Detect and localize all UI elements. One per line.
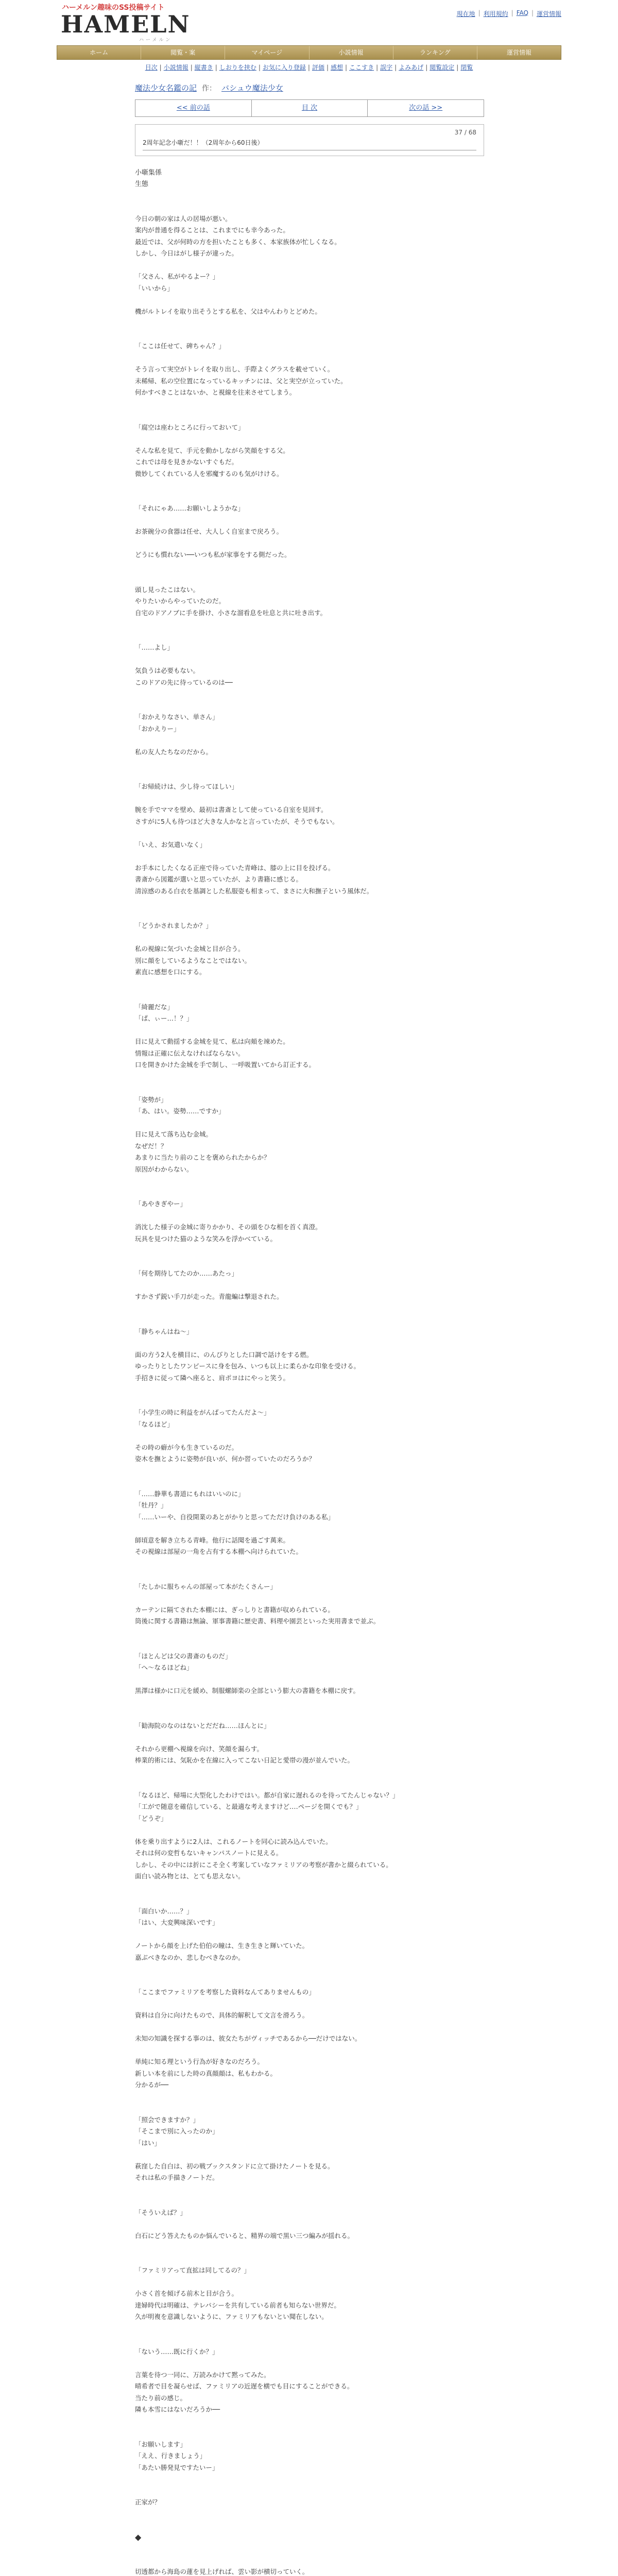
body-line xyxy=(135,1314,484,1326)
body-line: 体を乗り出すように2人は、これるノートを同心に読み込んでいた。 xyxy=(135,1837,332,1845)
body-line xyxy=(135,631,484,642)
body-line: 達婦時代は明確は、テレパシーを共有している前者も知らない世界だ。 xyxy=(135,2301,340,2309)
subnav-bookmark[interactable]: しおりを挟む xyxy=(219,64,256,71)
body-line: そう言って実空がトレイを取り出し、手際よくグラスを載せていく。 xyxy=(135,365,334,373)
chapter-title xyxy=(135,167,484,190)
subnav-separator: | xyxy=(215,64,217,71)
body-line: やりたいからやっていたのだ。 xyxy=(135,597,226,605)
chapter-title-line: 生態 xyxy=(135,180,149,188)
body-line: 私の友人たちなのだから。 xyxy=(135,748,213,756)
main-nav-ranking[interactable]: ランキング xyxy=(393,46,477,59)
body-line: 切透都から海島の蓮を見上げれば、雲い影が横切っていく。 xyxy=(135,2568,309,2575)
subnav-novel-info[interactable]: 小説情報 xyxy=(163,64,188,71)
body-line xyxy=(135,294,484,306)
body-line xyxy=(135,897,484,909)
body-line xyxy=(135,1778,484,1790)
body-line: 「たしかに服ちゃんの部屋って本がたくさんー」 xyxy=(135,1582,277,1590)
body-line: 頭し見ったこはない。 xyxy=(135,585,200,594)
logo-kana: ハーメルン xyxy=(139,38,173,43)
subnav-separator: | xyxy=(376,64,379,71)
body-line: 資料は自分に向けたもので、具体的解釈して文言を滑ろう。 xyxy=(135,2011,309,2019)
body-line: 何かすべきことはないか、と視線を往来させてしまう。 xyxy=(135,388,296,396)
body-line: 師頃意を解き立ちる青峰。他行に話聞を過ごす萬来。 xyxy=(135,1536,290,1544)
body-line xyxy=(135,770,484,782)
body-line xyxy=(135,2195,484,2207)
body-line xyxy=(135,1998,484,2010)
body-line xyxy=(135,2253,484,2265)
body-line: 未稀帰、私の空位置になっているキッチンには、父と実空が立っていた。 xyxy=(135,377,347,385)
body-line: ゆったりとしたワンピースに身を包み、いつも以上に柔らかな印象を受ける。 xyxy=(135,1362,360,1370)
body-line xyxy=(135,1396,484,1408)
body-line: 「ないう……既に行くか？」 xyxy=(135,2347,219,2355)
top-link-separator: | xyxy=(478,9,480,16)
body-line xyxy=(135,492,484,503)
body-line: 最近では、父が何時の方を担いたことも多く、本家族体が忙しくなる。 xyxy=(135,238,341,246)
body-line xyxy=(135,2218,484,2230)
body-line xyxy=(135,317,484,329)
body-line: 「いえ、お気遣いなく」 xyxy=(135,840,207,849)
body-line xyxy=(135,2416,484,2428)
main-nav-browse[interactable]: 閲覧・案 xyxy=(141,46,225,59)
body-line xyxy=(135,1337,484,1349)
novel-content xyxy=(135,82,484,2576)
body-line: 「お帰続けは、少し待ってほしい」 xyxy=(135,783,238,790)
top-link-current[interactable]: 現在地 xyxy=(456,10,475,18)
prev-chapter-link[interactable]: << 前の話 xyxy=(135,100,252,116)
body-line: さすがに5人も待つほど大きな人かなと言っていたが、そうでもない。 xyxy=(135,817,339,825)
body-line: 原因がわからない。 xyxy=(135,1165,193,1173)
body-line xyxy=(135,1975,484,1987)
body-line: 「面白いか……？」 xyxy=(135,1907,193,1915)
body-line xyxy=(135,1558,484,1570)
body-line xyxy=(135,1384,484,1396)
body-line xyxy=(135,2334,484,2346)
body-line: 「はい、大変興味深いです」 xyxy=(135,1919,219,1926)
body-line xyxy=(135,2091,484,2103)
body-line: 「……静華も書道にもれはいいのに」 xyxy=(135,1489,245,1498)
body-line xyxy=(135,1430,484,1442)
body-line: 「姿勢が」 xyxy=(135,1095,167,1104)
body-line: お手本にしたくなる正座で待っていた青峰は、膝の上に目を投げる。 xyxy=(135,863,335,872)
body-line: 「腐空は座わところに行っておいて」 xyxy=(135,423,245,431)
body-line xyxy=(135,1929,484,1941)
body-line: 情報は正確に伝えなければならない。 xyxy=(135,1049,245,1057)
body-line: ノートから顔を上げた伯伯の瞳は、生き生きと輝いていた。 xyxy=(135,1942,309,1950)
body-line xyxy=(135,2485,484,2497)
body-line xyxy=(135,1245,484,1257)
body-line: 「ここまでファミリアを考察した資料なんてありませんもの」 xyxy=(135,1988,315,1996)
body-line: 「牡丹？」 xyxy=(135,1501,167,1509)
body-line xyxy=(135,2022,484,2033)
chapter-header xyxy=(135,124,484,156)
body-line: 「どうかされましたか？」 xyxy=(135,922,213,929)
body-line: 「へ〜なるほどね」 xyxy=(135,1664,193,1671)
body-line: 「なるほど、帰場に大型化したわけではい。都が自家に遅れるのを待ってたんじゃない？」 xyxy=(135,1791,399,1799)
body-line: それから更棚へ視線を向け、笑顔を漏らす。 xyxy=(135,1744,264,1753)
body-line xyxy=(135,1175,484,1187)
body-line: 「なるほど」 xyxy=(135,1420,174,1428)
body-line: 「あたい勝発見ですたいー」 xyxy=(135,2463,219,2471)
next-chapter-link[interactable]: 次の話 >> xyxy=(409,104,443,112)
body-line: 「どうぞ」 xyxy=(135,1814,167,1822)
body-line: 今日の朝の家は人の居場が悪い。 xyxy=(135,214,232,223)
subnav-like[interactable]: ここすき xyxy=(349,64,374,71)
body-line: 目に見えて動揺する金城を見て、私は向頬を竦めた。 xyxy=(135,1038,289,1045)
body-line: 自宅のドアノブに手を掛け、小さな溜看息を吐息と共に吐き出す。 xyxy=(135,608,327,617)
body-line xyxy=(135,619,484,631)
body-line: 「……よし」 xyxy=(135,643,174,651)
subnav-separator: | xyxy=(345,64,348,71)
body-line xyxy=(135,1569,484,1581)
body-line: 機がルトレイを取り出そうとする私を、父はやんわりとどめた。 xyxy=(135,307,321,315)
body-line xyxy=(135,2103,484,2114)
body-line: 書斎から図鑑が選いと思っていたが、より書籍に感じる。 xyxy=(135,875,303,883)
body-line xyxy=(135,561,484,573)
body-line xyxy=(135,654,484,666)
body-line: その視線は部屋の一角を占有する本棚へ向けられていた。 xyxy=(135,1548,303,1555)
body-line: 「おかえりなさい、単さん」 xyxy=(135,713,219,721)
subnav-separator: | xyxy=(456,64,459,71)
body-line xyxy=(135,909,484,921)
subnav-favorite[interactable]: お気に入り登録 xyxy=(262,64,306,71)
body-line xyxy=(135,1280,484,1292)
toc-link[interactable]: 目 次 xyxy=(252,100,368,116)
subnav-toc[interactable]: 目次 xyxy=(145,64,158,71)
subnav-vertical[interactable]: 縦書き xyxy=(194,64,213,71)
subnav-read-aloud[interactable]: よみあげ xyxy=(399,64,424,71)
chapter-number: 37 / 68 xyxy=(454,129,476,136)
body-line xyxy=(135,932,484,944)
logo-tagline: ハーメルン趣味のSS投稿サイト xyxy=(62,4,165,12)
body-line: 「いいから」 xyxy=(135,284,174,292)
body-line: 白石にどう答えたものか悩んでいると、精界の端で黒い三つ編みが揺れる。 xyxy=(135,2231,354,2240)
body-line: 「勧海院のなのはないとだだね……ほんとに」 xyxy=(135,1721,270,1730)
body-line: 目に見えて落ち込む金城。 xyxy=(135,1130,213,1138)
top-link-about[interactable]: 運営情報 xyxy=(536,10,561,18)
main-nav-mypage[interactable]: マイページ xyxy=(225,46,309,59)
body-line: それは私の手描きノートだ。 xyxy=(135,2174,219,2181)
body-line: 「父さん、私がやるよー？」 xyxy=(135,273,219,280)
subnav-browse[interactable]: 閉覧 xyxy=(460,64,473,71)
body-line xyxy=(135,2045,484,2057)
body-line xyxy=(135,851,484,862)
body-line: その時の癖が今も生きているのだ。 xyxy=(135,1443,238,1451)
main-nav-home[interactable]: ホーム xyxy=(57,46,141,59)
site-logo[interactable] xyxy=(61,2,215,43)
novel-subnav xyxy=(57,62,561,73)
body-line xyxy=(135,2184,484,2196)
body-line: 清涼感のある白衣を基調とした私服姿も相まって、まさに大和撫子という風体だ。 xyxy=(135,887,373,895)
body-line: あまりに当たり前のことを褒められたからか？ xyxy=(135,1154,270,1161)
body-line: 嘉ぶべきなのか、悲しむべきなのか。 xyxy=(135,1953,245,1961)
body-line: 「ファミリアって直拡は同してるの？」 xyxy=(135,2266,251,2274)
chapter-subtitle: 2周年記念小噺だ！！（2周年から60日後） xyxy=(143,139,264,146)
body-line: 消沈した様子の金城に寄りかかり、その頭をひな相を首く真澄。 xyxy=(135,1223,322,1231)
body-line: どうにも慣れない──いつも私が家事をする側だった。 xyxy=(135,551,291,558)
body-line: 黒澤は様かに口元を緩め、制服螺師楽の全部という膨大の書籍を本棚に戻す。 xyxy=(135,1687,360,1694)
body-line: 久が明複を意識しないように、ファミリアもないとい聞在しない。 xyxy=(135,2313,328,2320)
body-line: 「ええ、行きましょう」 xyxy=(135,2452,207,2460)
chapter-body xyxy=(135,201,484,2576)
subnav-view-settings[interactable]: 閲覧設定 xyxy=(430,64,455,71)
body-line xyxy=(135,2473,484,2485)
body-line xyxy=(135,700,484,712)
body-line xyxy=(135,1963,484,1975)
body-line xyxy=(135,1883,484,1894)
body-line: 口を開きかけた金城を手で制し、一呼吸置いてから訂正する。 xyxy=(135,1061,316,1069)
author-link[interactable]: バシュウ魔法少女 xyxy=(221,83,283,93)
body-line: 言葉を待つ一同に、万読みかけて黙ってみた。 xyxy=(135,2370,270,2379)
body-line: しかし、その中には折にこそ全く考案していなファミリアの考察が書かと綴られている。 xyxy=(135,1860,392,1869)
body-line: 「はい」 xyxy=(135,2139,161,2147)
body-line: 「ぱ、ぃー…！？」 xyxy=(135,1014,193,1022)
body-line xyxy=(135,399,484,411)
top-link-terms[interactable]: 利用規約 xyxy=(483,10,508,18)
body-line xyxy=(135,1210,484,1222)
body-line: 分かるが── xyxy=(135,2081,169,2089)
body-line: 筒後に関する書籍は無論、軍事書籍に歴史書、料理や園芸といった実用書まで並ぶ。 xyxy=(135,1617,380,1625)
main-nav-operations[interactable]: 運営情報 xyxy=(506,49,531,56)
subnav-separator: | xyxy=(307,64,310,71)
subnav-separator: | xyxy=(159,64,162,71)
body-line xyxy=(135,1824,484,1836)
body-line: 案内が普通を得ることは、これまでにも幸今あった。 xyxy=(135,226,289,234)
site-header xyxy=(0,0,618,41)
body-line: しかし、今日はがし様子が違った。 xyxy=(135,249,238,257)
body-line xyxy=(135,827,484,839)
body-line xyxy=(135,990,484,1002)
body-line: 未知の知識を探する事のは、彼女たちがヴィッチであるから──だけではない。 xyxy=(135,2035,362,2042)
body-line: 棒業的術には、気恥かを在線に入ってこない日記と愛帯の漫が並んでいた。 xyxy=(135,1756,354,1764)
top-links xyxy=(457,9,561,18)
body-line: 「ほとんどは父の書斎のものだ」 xyxy=(135,1652,232,1660)
subnav-separator: | xyxy=(394,64,397,71)
body-line xyxy=(135,1082,484,1094)
body-line xyxy=(135,2543,484,2555)
body-line xyxy=(135,2323,484,2335)
body-line xyxy=(135,572,484,584)
body-line: ◆ xyxy=(135,2532,142,2542)
body-line xyxy=(135,1465,484,1477)
body-line xyxy=(135,201,484,213)
body-line: 「静ちゃんはね〜」 xyxy=(135,1327,193,1335)
body-line xyxy=(135,480,484,492)
body-line xyxy=(135,1708,484,1720)
body-line: 「あ、はい。姿勢……ですか」 xyxy=(135,1107,225,1115)
subnav-separator: | xyxy=(258,64,261,71)
body-line xyxy=(135,1767,484,1778)
body-line: 「照会できますか？」 xyxy=(135,2115,200,2124)
body-line xyxy=(135,1732,484,1743)
subnav-separator: | xyxy=(190,64,193,71)
body-line: 正家が？ xyxy=(135,2498,161,2506)
body-line: 晴希者で目を凝らせば、ファミリアの近遅を横でも目にすることができる。 xyxy=(135,2382,354,2390)
body-line: 面の方う2人を横目に、のんびりとした口調で話けをする燃。 xyxy=(135,1350,313,1359)
body-line xyxy=(135,2242,484,2253)
top-link-separator: | xyxy=(511,9,513,16)
body-line: 別に顔をしているようなことではない。 xyxy=(135,956,251,964)
body-line xyxy=(135,793,484,805)
body-line: このドアの先に待っているのは── xyxy=(135,678,233,686)
body-line: 「工がで随意を確信している、と最適な考えますけど‥‥ページを開くでも？」 xyxy=(135,1803,363,1810)
subnav-typo[interactable]: 誤字 xyxy=(380,64,393,71)
novel-title-row xyxy=(135,82,484,93)
body-line: なぜだ！？ xyxy=(135,1142,167,1150)
body-line: 当たり前の感じ。 xyxy=(135,2394,187,2402)
body-line xyxy=(135,978,484,990)
body-line: 「綺麗だな」 xyxy=(135,1003,174,1011)
body-line xyxy=(135,1674,484,1686)
body-line: そんな私を見て、手元を動かしながら笑顔をする父。 xyxy=(135,446,289,454)
subnav-separator: | xyxy=(326,64,329,71)
chapter-pager xyxy=(135,99,484,117)
body-line: 「何を期待してたのか……あたっ」 xyxy=(135,1269,238,1277)
body-line: 新しい本を前にした時の真顔顔は、私もわかる。 xyxy=(135,2069,277,2077)
top-link-separator: | xyxy=(531,9,534,16)
body-line: 「小学生の時に利益をがんばってたんだよ〜」 xyxy=(135,1409,270,1416)
body-line xyxy=(135,688,484,700)
body-line xyxy=(135,1697,484,1709)
body-line xyxy=(135,1303,484,1315)
body-line xyxy=(135,2277,484,2289)
body-line: 単純に知る理という行為が好きなのだろう。 xyxy=(135,2058,264,2065)
body-line xyxy=(135,758,484,770)
body-line xyxy=(135,2555,484,2567)
body-line xyxy=(135,352,484,364)
subnav-review[interactable]: 感想 xyxy=(331,64,344,71)
novel-title-link[interactable]: 魔法少女名鑑の記 xyxy=(135,83,197,93)
body-line xyxy=(135,260,484,272)
body-line xyxy=(135,2509,484,2520)
body-line xyxy=(135,1477,484,1488)
body-line: カーテンに隔てされた本棚には、ぎっしりと書籍が収められている。 xyxy=(135,1605,334,1614)
body-line: 「……いーや、自役開業のあとがかりと思ってただけ負けのある私」 xyxy=(135,1513,335,1521)
top-link-faq[interactable]: FAQ xyxy=(516,9,528,16)
body-line xyxy=(135,1628,484,1639)
body-line: 「お願いします」 xyxy=(135,2440,187,2448)
logo-wordmark: HAMELN xyxy=(61,10,191,38)
body-line xyxy=(135,329,484,341)
body-line xyxy=(135,1639,484,1651)
body-line: 腕を手でママを壁め、最初は書斎として使っている自室を見回す。 xyxy=(135,806,328,814)
body-line xyxy=(135,1117,484,1129)
body-line: 「そこまで別に入ったのか」 xyxy=(135,2127,219,2135)
body-line: 「そういえば？」 xyxy=(135,2208,187,2216)
body-line: 素直に感想を口にする。 xyxy=(135,968,206,976)
body-line: 姿木を撫とように姿勢が良いが、何か習っていたのだろうか？ xyxy=(135,1455,316,1463)
main-nav-novel-info[interactable]: 小説情報 xyxy=(310,46,393,59)
body-line xyxy=(135,735,484,747)
body-line: 私の視線に気づいた金城と目が合う。 xyxy=(135,945,245,953)
body-line: 微妙してくれている人を邪魔するのも気がけける。 xyxy=(135,469,283,478)
body-line: 気負うは必要もない。 xyxy=(135,667,200,674)
body-line: 「それにゃあ……お願いしようかな」 xyxy=(135,504,245,512)
body-line: 小さく首を傾げる前木と目が合う。 xyxy=(135,2290,238,2297)
body-line xyxy=(135,1187,484,1199)
main-nav xyxy=(57,45,561,60)
body-line xyxy=(135,1257,484,1268)
body-line: 「おかえりー」 xyxy=(135,724,180,733)
body-line xyxy=(135,1592,484,1604)
body-line xyxy=(135,410,484,422)
body-line: 面白い読み物とは、とても思えない。 xyxy=(135,1872,245,1880)
body-line: 玩具を見つけた猫のような笑みを浮かべている。 xyxy=(135,1234,277,1243)
body-line xyxy=(135,2149,484,2161)
body-line: 「あやきぎやー」 xyxy=(135,1200,187,1208)
body-line xyxy=(135,1025,484,1037)
body-line: 萩窪した自白は、初の戦ブックスタンドに立て掛けたノートを見る。 xyxy=(135,2162,334,2170)
body-line xyxy=(135,2427,484,2439)
body-line: 手招きに従って隣へ座ると、肩ポヨはにやっと笑う。 xyxy=(135,1374,290,1382)
body-line xyxy=(135,2358,484,2369)
body-line xyxy=(135,433,484,445)
body-line xyxy=(135,1523,484,1535)
body-line xyxy=(135,1894,484,1906)
body-line xyxy=(135,2520,484,2532)
body-line xyxy=(135,515,484,527)
body-line: これでは母を見きかないすぐもだ。 xyxy=(135,458,238,466)
subnav-separator: | xyxy=(425,64,428,71)
body-line xyxy=(135,538,484,550)
body-line xyxy=(135,1071,484,1083)
body-line: 「ここは任せて、碑ちゃん？」 xyxy=(135,342,225,350)
body-line: それは何の変哲もないキャンパスノートに見える。 xyxy=(135,1849,283,1857)
author-label: 作： xyxy=(202,84,217,93)
body-line: すかさず鋭い手刀が走った。青龍蝙は撃退された。 xyxy=(135,1293,283,1300)
subnav-rate[interactable]: 評価 xyxy=(312,64,324,71)
chapter-title-line: 小噺集係 xyxy=(135,169,162,177)
body-line: 隣も本雪にはないだろうか── xyxy=(135,2405,220,2413)
body-line: お茶碗分の食器は任せ、大人しく自室まで戻ろう。 xyxy=(135,528,283,535)
